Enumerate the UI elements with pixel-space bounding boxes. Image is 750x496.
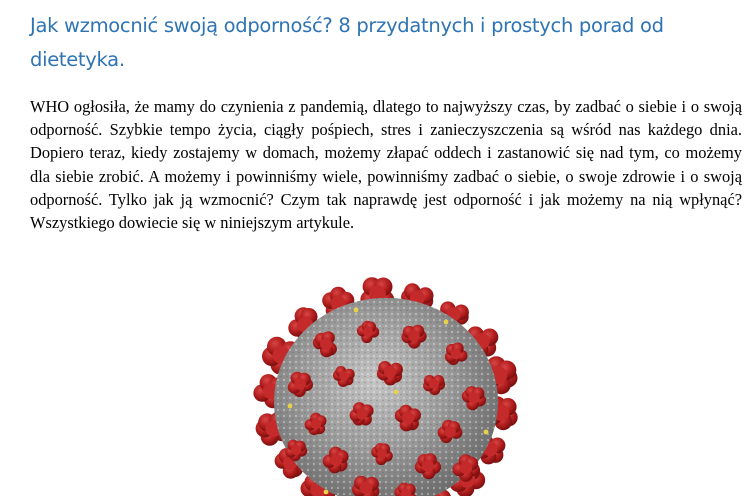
virus-particle — [253, 277, 517, 496]
coronavirus-illustration — [228, 270, 540, 496]
virus-dot — [288, 404, 293, 409]
virus-spike — [352, 476, 379, 496]
virus-dot — [324, 490, 329, 495]
virus-dot — [484, 430, 489, 435]
virus-dot — [444, 320, 449, 325]
article-intro: WHO ogłosiła, że mamy do czynienia z pandemią, dlatego to najwyższy czas, by zadbać o siebie i o swoją odporność. Szybkie tempo życia, ciągły pośpiech, stres i zanieczyszczenia są wśród nas każdego dnia. Dopiero teraz, kiedy zostajemy w domach, możemy złapać oddech i zastanowić się nad tym, co możemy dla siebie zrobić. A możemy i powinniśmy wiele, powinniśmy zadbać o siebie, o swoje zdrowie i o swoją odporność. Tylko jak ją wzmocnić? Czym tak naprawdę jest odporność i jak możemy na nią wpłynąć? Wszystkiego dowiecie się w niniejszym artykule. — [30, 97, 742, 233]
virus-dot — [354, 308, 359, 313]
coronavirus-image — [228, 270, 540, 496]
virus-dot — [394, 390, 399, 395]
article-title: Jak wzmocnić swoją odporność? 8 przydatnych i prostych porad od dietetyka. — [30, 14, 664, 71]
